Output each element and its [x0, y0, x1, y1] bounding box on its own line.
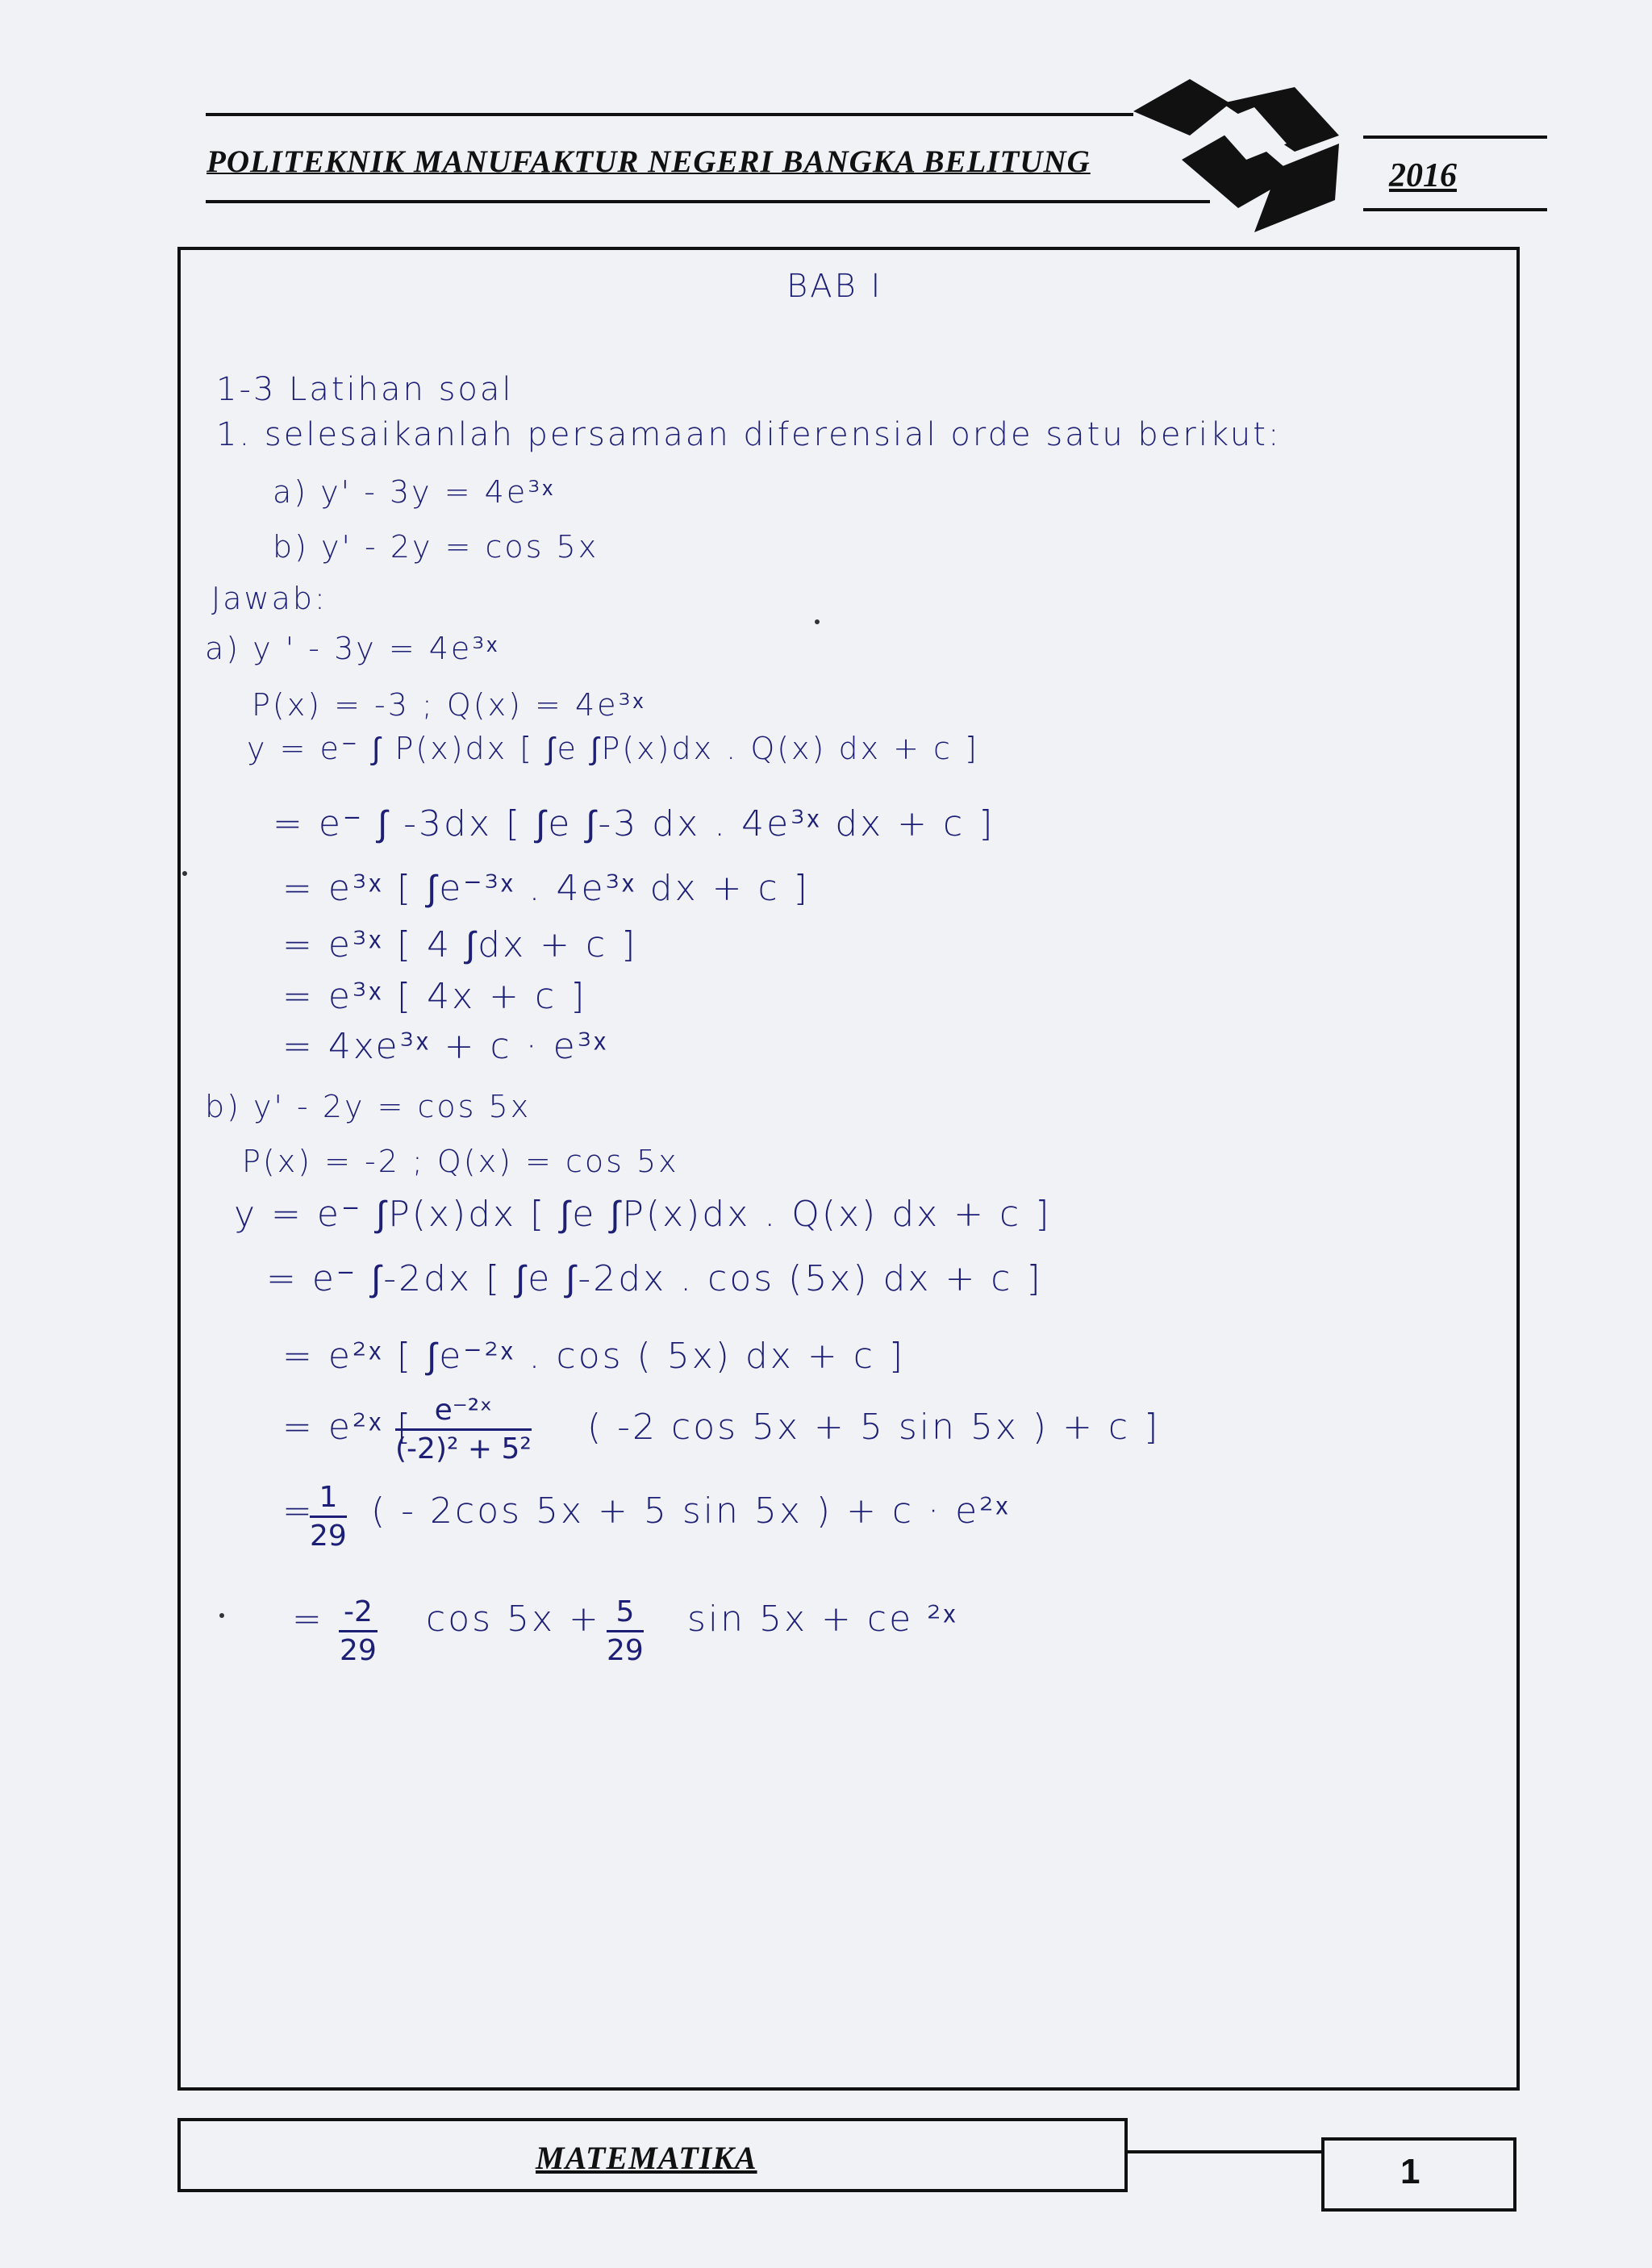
part-b-line-3: = e⁻ ∫-2dx [ ∫e ∫-2dx . cos (5x) dx + c ] [266, 1258, 1043, 1299]
fraction-numerator: 1 [310, 1481, 347, 1518]
part-b-line-6-suffix: ( - 2cos 5x + 5 sin 5x ) + c · e²ˣ [371, 1490, 1011, 1532]
question-a: a) y' - 3y = 4e³ˣ [273, 474, 555, 510]
fraction-numerator: -2 [339, 1595, 378, 1632]
part-b-line-5-prefix: = e²ˣ [ [282, 1407, 414, 1448]
part-b-title: b) y' - 2y = cos 5x [205, 1089, 532, 1124]
part-a-title: a) y ' - 3y = 4e³ˣ [205, 631, 499, 666]
part-a-line-5: = e³ˣ [ 4 ∫dx + c ] [282, 924, 638, 965]
header-top-rule [206, 113, 1133, 116]
fraction-denominator: 29 [607, 1634, 644, 1667]
scan-speck [815, 619, 820, 624]
fraction-numerator: e⁻²ˣ [395, 1394, 532, 1431]
part-b-line-7-suffix: sin 5x + ce ²ˣ [687, 1599, 958, 1640]
part-b-line-5-suffix: ( -2 cos 5x + 5 sin 5x ) + c ] [587, 1407, 1161, 1448]
polman-logo-icon [1133, 79, 1351, 234]
header-top-rule-right [1363, 135, 1547, 139]
part-b-line-1: P(x) = -2 ; Q(x) = cos 5x [242, 1144, 679, 1179]
question-b: b) y' - 2y = cos 5x [273, 529, 599, 565]
footer-subject: MATEMATIKA [536, 2140, 757, 2176]
part-b-line-2: y = e⁻ ∫P(x)dx [ ∫e ∫P(x)dx . Q(x) dx + c ] [234, 1194, 1052, 1235]
chapter-title: BAB I [786, 268, 883, 305]
fraction-denominator: 29 [340, 1634, 377, 1667]
part-b-line-6-prefix: = [282, 1490, 315, 1532]
fraction-denominator: 29 [310, 1520, 347, 1553]
header-bottom-rule-right [1363, 208, 1547, 211]
part-b-line-4: = e²ˣ [ ∫e⁻²ˣ . cos ( 5x) dx + c ] [282, 1336, 906, 1377]
footer-connector [1128, 2150, 1323, 2153]
part-a-line-1: P(x) = -3 ; Q(x) = 4e³ˣ [252, 687, 646, 723]
part-a-line-4: = e³ˣ [ ∫e⁻³ˣ . 4e³ˣ dx + c ] [282, 868, 810, 909]
header-bottom-rule [206, 200, 1210, 203]
page-number: 1 [1400, 2152, 1420, 2191]
part-a-line-2: y = e⁻ ∫ P(x)dx [ ∫e ∫P(x)dx . Q(x) dx + c ] [247, 731, 979, 766]
part-a-line-3: = e⁻ ∫ -3dx [ ∫e ∫-3 dx . 4e³ˣ dx + c ] [273, 803, 995, 844]
fraction-denominator: (-2)² + 5² [395, 1432, 532, 1465]
section-title: 1-3 Latihan soal [216, 371, 514, 408]
part-a-line-7: = 4xe³ˣ + c · e³ˣ [282, 1026, 608, 1067]
header-year: 2016 [1389, 157, 1457, 194]
question-text: 1. selesaikanlah persamaan diferensial orde satu berikut: [216, 416, 1282, 453]
part-b-line-6-fraction [310, 1481, 347, 1553]
institution-name: POLITEKNIK MANUFAKTUR NEGERI BANGKA BELITUNG [206, 144, 1091, 179]
answer-label: Jawab: [211, 581, 327, 616]
part-a-line-6: = e³ˣ [ 4x + c ] [282, 976, 587, 1017]
part-b-line-7-fraction-1 [339, 1595, 378, 1667]
part-b-line-7-prefix: = [292, 1599, 324, 1640]
part-b-line-5-fraction [395, 1394, 532, 1465]
part-b-line-7-middle: cos 5x + [426, 1599, 601, 1640]
fraction-numerator: 5 [607, 1595, 644, 1632]
part-b-line-7-fraction-2 [607, 1595, 644, 1667]
scan-speck [182, 871, 187, 876]
scan-speck [219, 1613, 224, 1618]
